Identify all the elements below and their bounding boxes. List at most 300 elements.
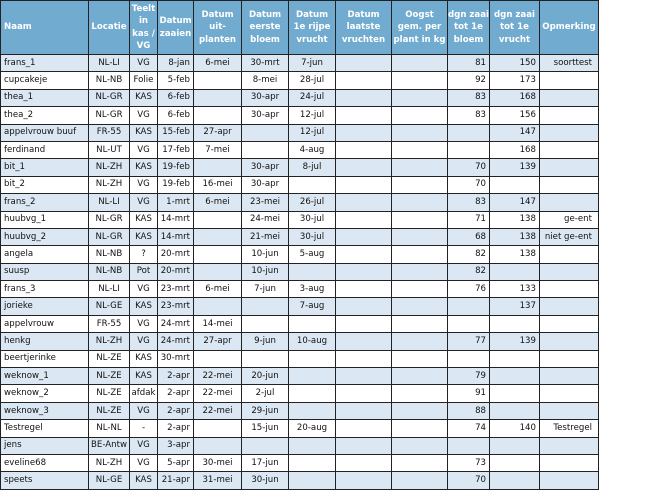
- cell-dgn-vrucht[interactable]: [490, 176, 540, 193]
- cell-dgn-bloem[interactable]: 88: [448, 402, 490, 419]
- cell-rijpe-vrucht[interactable]: 12-jul: [289, 107, 336, 124]
- cell-naam[interactable]: henkg: [1, 333, 89, 350]
- cell-locatie[interactable]: NL-LI: [89, 281, 130, 298]
- cell-oogst[interactable]: [392, 298, 448, 315]
- cell-rijpe-vrucht[interactable]: [289, 454, 336, 471]
- cell-uitplanten[interactable]: [194, 211, 242, 228]
- cell-naam[interactable]: cupcakeje: [1, 72, 89, 89]
- cell-zaaien[interactable]: 23-mrt: [158, 298, 194, 315]
- cell-dgn-bloem[interactable]: 71: [448, 211, 490, 228]
- cell-dgn-vrucht[interactable]: 140: [490, 420, 540, 437]
- cell-teelt[interactable]: KAS: [130, 228, 158, 245]
- cell-zaaien[interactable]: 14-mrt: [158, 211, 194, 228]
- cell-rijpe-vrucht[interactable]: [289, 350, 336, 367]
- cell-uitplanten[interactable]: 22-mei: [194, 402, 242, 419]
- cell-dgn-bloem[interactable]: 82: [448, 263, 490, 280]
- cell-oogst[interactable]: [392, 385, 448, 402]
- cell-dgn-bloem[interactable]: 70: [448, 176, 490, 193]
- cell-eerste-bloem[interactable]: 8-mei: [242, 72, 289, 89]
- cell-dgn-vrucht[interactable]: 168: [490, 141, 540, 158]
- cell-zaaien[interactable]: 14-mrt: [158, 228, 194, 245]
- cell-uitplanten[interactable]: [194, 107, 242, 124]
- cell-laatste-vruchten[interactable]: [336, 420, 392, 437]
- cell-teelt[interactable]: Pot: [130, 263, 158, 280]
- cell-laatste-vruchten[interactable]: [336, 263, 392, 280]
- cell-eerste-bloem[interactable]: [242, 298, 289, 315]
- cell-locatie[interactable]: NL-NB: [89, 72, 130, 89]
- cell-laatste-vruchten[interactable]: [336, 228, 392, 245]
- cell-dgn-bloem[interactable]: 92: [448, 72, 490, 89]
- cell-locatie[interactable]: NL-GR: [89, 228, 130, 245]
- cell-opmerking[interactable]: [540, 315, 599, 332]
- cell-eerste-bloem[interactable]: 30-apr: [242, 107, 289, 124]
- cell-laatste-vruchten[interactable]: [336, 141, 392, 158]
- cell-dgn-vrucht[interactable]: [490, 402, 540, 419]
- cell-uitplanten[interactable]: [194, 263, 242, 280]
- cell-teelt[interactable]: KAS: [130, 89, 158, 106]
- cell-laatste-vruchten[interactable]: [336, 333, 392, 350]
- cell-teelt[interactable]: KAS: [130, 472, 158, 489]
- cell-dgn-vrucht[interactable]: 138: [490, 228, 540, 245]
- cell-dgn-bloem[interactable]: 74: [448, 420, 490, 437]
- cell-uitplanten[interactable]: [194, 228, 242, 245]
- cell-eerste-bloem[interactable]: 10-jun: [242, 246, 289, 263]
- cell-dgn-vrucht[interactable]: 137: [490, 298, 540, 315]
- cell-uitplanten[interactable]: [194, 89, 242, 106]
- cell-laatste-vruchten[interactable]: [336, 402, 392, 419]
- cell-eerste-bloem[interactable]: 17-jun: [242, 454, 289, 471]
- cell-locatie[interactable]: NL-GR: [89, 107, 130, 124]
- cell-naam[interactable]: huubvg_2: [1, 228, 89, 245]
- cell-dgn-vrucht[interactable]: [490, 437, 540, 454]
- cell-dgn-vrucht[interactable]: 138: [490, 211, 540, 228]
- cell-oogst[interactable]: [392, 472, 448, 489]
- cell-teelt[interactable]: VG: [130, 454, 158, 471]
- cell-uitplanten[interactable]: 16-mei: [194, 176, 242, 193]
- cell-teelt[interactable]: VG: [130, 194, 158, 211]
- cell-zaaien[interactable]: 19-feb: [158, 176, 194, 193]
- cell-naam[interactable]: weknow_1: [1, 368, 89, 385]
- cell-locatie[interactable]: FR-55: [89, 124, 130, 141]
- cell-locatie[interactable]: BE-Antw: [89, 437, 130, 454]
- cell-rijpe-vrucht[interactable]: [289, 472, 336, 489]
- cell-zaaien[interactable]: 23-mrt: [158, 281, 194, 298]
- cell-naam[interactable]: huubvg_1: [1, 211, 89, 228]
- cell-oogst[interactable]: [392, 72, 448, 89]
- cell-opmerking[interactable]: [540, 176, 599, 193]
- cell-eerste-bloem[interactable]: [242, 141, 289, 158]
- cell-dgn-bloem[interactable]: [448, 141, 490, 158]
- cell-rijpe-vrucht[interactable]: 4-aug: [289, 141, 336, 158]
- cell-zaaien[interactable]: 2-apr: [158, 420, 194, 437]
- cell-dgn-bloem[interactable]: [448, 315, 490, 332]
- cell-naam[interactable]: appelvrouw buuf: [1, 124, 89, 141]
- cell-naam[interactable]: frans_3: [1, 281, 89, 298]
- cell-oogst[interactable]: [392, 368, 448, 385]
- cell-rijpe-vrucht[interactable]: 7-jun: [289, 55, 336, 72]
- cell-uitplanten[interactable]: 22-mei: [194, 385, 242, 402]
- cell-laatste-vruchten[interactable]: [336, 176, 392, 193]
- cell-opmerking[interactable]: [540, 194, 599, 211]
- cell-zaaien[interactable]: 24-mrt: [158, 333, 194, 350]
- cell-rijpe-vrucht[interactable]: 12-jul: [289, 124, 336, 141]
- cell-uitplanten[interactable]: 22-mei: [194, 368, 242, 385]
- cell-uitplanten[interactable]: 6-mei: [194, 194, 242, 211]
- cell-naam[interactable]: thea_2: [1, 107, 89, 124]
- cell-laatste-vruchten[interactable]: [336, 89, 392, 106]
- cell-eerste-bloem[interactable]: 30-apr: [242, 159, 289, 176]
- cell-dgn-bloem[interactable]: 91: [448, 385, 490, 402]
- cell-rijpe-vrucht[interactable]: 20-aug: [289, 420, 336, 437]
- cell-dgn-vrucht[interactable]: [490, 385, 540, 402]
- cell-uitplanten[interactable]: 14-mei: [194, 315, 242, 332]
- cell-oogst[interactable]: [392, 176, 448, 193]
- cell-naam[interactable]: suusp: [1, 263, 89, 280]
- cell-dgn-bloem[interactable]: 70: [448, 472, 490, 489]
- cell-uitplanten[interactable]: 6-mei: [194, 281, 242, 298]
- cell-teelt[interactable]: KAS: [130, 368, 158, 385]
- cell-zaaien[interactable]: 2-apr: [158, 385, 194, 402]
- cell-locatie[interactable]: FR-55: [89, 315, 130, 332]
- cell-locatie[interactable]: NL-ZH: [89, 159, 130, 176]
- cell-opmerking[interactable]: [540, 385, 599, 402]
- cell-dgn-vrucht[interactable]: 168: [490, 89, 540, 106]
- header-laatste-vruchten[interactable]: Datum laatste vruchten: [336, 1, 392, 55]
- cell-uitplanten[interactable]: 6-mei: [194, 55, 242, 72]
- cell-dgn-bloem[interactable]: 73: [448, 454, 490, 471]
- cell-dgn-vrucht[interactable]: [490, 315, 540, 332]
- cell-dgn-bloem[interactable]: 83: [448, 89, 490, 106]
- cell-dgn-bloem[interactable]: [448, 298, 490, 315]
- cell-eerste-bloem[interactable]: 7-jun: [242, 281, 289, 298]
- cell-naam[interactable]: ferdinand: [1, 141, 89, 158]
- cell-dgn-vrucht[interactable]: 139: [490, 159, 540, 176]
- cell-locatie[interactable]: NL-GE: [89, 298, 130, 315]
- cell-dgn-vrucht[interactable]: 173: [490, 72, 540, 89]
- cell-eerste-bloem[interactable]: 9-jun: [242, 333, 289, 350]
- cell-rijpe-vrucht[interactable]: [289, 437, 336, 454]
- cell-teelt[interactable]: afdak: [130, 385, 158, 402]
- header-dgn-vrucht[interactable]: dgn zaai tot 1e vrucht: [490, 1, 540, 55]
- cell-eerste-bloem[interactable]: 30-mrt: [242, 55, 289, 72]
- cell-dgn-vrucht[interactable]: [490, 472, 540, 489]
- cell-laatste-vruchten[interactable]: [336, 281, 392, 298]
- cell-teelt[interactable]: VG: [130, 55, 158, 72]
- cell-zaaien[interactable]: 6-feb: [158, 89, 194, 106]
- cell-dgn-vrucht[interactable]: 150: [490, 55, 540, 72]
- cell-opmerking[interactable]: [540, 402, 599, 419]
- cell-teelt[interactable]: VG: [130, 402, 158, 419]
- cell-teelt[interactable]: -: [130, 420, 158, 437]
- cell-zaaien[interactable]: 24-mrt: [158, 315, 194, 332]
- cell-dgn-vrucht[interactable]: [490, 454, 540, 471]
- cell-oogst[interactable]: [392, 228, 448, 245]
- cell-locatie[interactable]: NL-NL: [89, 420, 130, 437]
- cell-eerste-bloem[interactable]: 24-mei: [242, 211, 289, 228]
- cell-eerste-bloem[interactable]: 2-jul: [242, 385, 289, 402]
- cell-teelt[interactable]: VG: [130, 437, 158, 454]
- cell-laatste-vruchten[interactable]: [336, 194, 392, 211]
- header-teelt[interactable]: Teelt in kas / VG: [130, 1, 158, 55]
- cell-dgn-bloem[interactable]: 83: [448, 107, 490, 124]
- cell-rijpe-vrucht[interactable]: 7-aug: [289, 298, 336, 315]
- cell-zaaien[interactable]: 5-apr: [158, 454, 194, 471]
- cell-zaaien[interactable]: 2-apr: [158, 368, 194, 385]
- cell-opmerking[interactable]: [540, 124, 599, 141]
- cell-rijpe-vrucht[interactable]: [289, 176, 336, 193]
- cell-dgn-vrucht[interactable]: 147: [490, 124, 540, 141]
- header-oogst[interactable]: Oogst gem. per plant in kg: [392, 1, 448, 55]
- cell-opmerking[interactable]: [540, 72, 599, 89]
- cell-rijpe-vrucht[interactable]: [289, 385, 336, 402]
- cell-naam[interactable]: bit_1: [1, 159, 89, 176]
- cell-naam[interactable]: bit_2: [1, 176, 89, 193]
- cell-rijpe-vrucht[interactable]: 3-aug: [289, 281, 336, 298]
- cell-teelt[interactable]: VG: [130, 176, 158, 193]
- cell-naam[interactable]: weknow_3: [1, 402, 89, 419]
- cell-laatste-vruchten[interactable]: [336, 368, 392, 385]
- cell-rijpe-vrucht[interactable]: 10-aug: [289, 333, 336, 350]
- cell-dgn-bloem[interactable]: 76: [448, 281, 490, 298]
- cell-oogst[interactable]: [392, 454, 448, 471]
- cell-eerste-bloem[interactable]: 30-jun: [242, 472, 289, 489]
- cell-rijpe-vrucht[interactable]: 30-jul: [289, 211, 336, 228]
- cell-opmerking[interactable]: [540, 454, 599, 471]
- cell-opmerking[interactable]: [540, 89, 599, 106]
- cell-dgn-bloem[interactable]: 83: [448, 194, 490, 211]
- header-dgn-bloem[interactable]: dgn zaai tot 1e bloem: [448, 1, 490, 55]
- cell-naam[interactable]: weknow_2: [1, 385, 89, 402]
- cell-opmerking[interactable]: ge-ent: [540, 211, 599, 228]
- cell-zaaien[interactable]: 6-feb: [158, 107, 194, 124]
- header-opmerking[interactable]: Opmerking: [540, 1, 599, 55]
- cell-oogst[interactable]: [392, 263, 448, 280]
- cell-eerste-bloem[interactable]: [242, 437, 289, 454]
- cell-oogst[interactable]: [392, 333, 448, 350]
- cell-oogst[interactable]: [392, 437, 448, 454]
- cell-laatste-vruchten[interactable]: [336, 437, 392, 454]
- cell-oogst[interactable]: [392, 124, 448, 141]
- cell-teelt[interactable]: Folie: [130, 72, 158, 89]
- cell-teelt[interactable]: KAS: [130, 211, 158, 228]
- header-zaaien[interactable]: Datum zaaien: [158, 1, 194, 55]
- cell-naam[interactable]: jorieke: [1, 298, 89, 315]
- cell-naam[interactable]: frans_1: [1, 55, 89, 72]
- cell-laatste-vruchten[interactable]: [336, 315, 392, 332]
- cell-rijpe-vrucht[interactable]: [289, 315, 336, 332]
- cell-locatie[interactable]: NL-ZH: [89, 333, 130, 350]
- cell-naam[interactable]: appelvrouw: [1, 315, 89, 332]
- cell-dgn-bloem[interactable]: 70: [448, 159, 490, 176]
- cell-eerste-bloem[interactable]: 15-jun: [242, 420, 289, 437]
- cell-rijpe-vrucht[interactable]: 28-jul: [289, 72, 336, 89]
- cell-teelt[interactable]: KAS: [130, 298, 158, 315]
- cell-teelt[interactable]: KAS: [130, 159, 158, 176]
- cell-eerste-bloem[interactable]: 30-apr: [242, 176, 289, 193]
- cell-naam[interactable]: speets: [1, 472, 89, 489]
- cell-dgn-bloem[interactable]: [448, 124, 490, 141]
- cell-rijpe-vrucht[interactable]: 8-jul: [289, 159, 336, 176]
- cell-eerste-bloem[interactable]: 21-mei: [242, 228, 289, 245]
- cell-uitplanten[interactable]: [194, 246, 242, 263]
- cell-opmerking[interactable]: [540, 437, 599, 454]
- cell-teelt[interactable]: VG: [130, 141, 158, 158]
- cell-dgn-bloem[interactable]: [448, 350, 490, 367]
- cell-laatste-vruchten[interactable]: [336, 72, 392, 89]
- cell-opmerking[interactable]: [540, 159, 599, 176]
- cell-dgn-bloem[interactable]: 68: [448, 228, 490, 245]
- cell-oogst[interactable]: [392, 420, 448, 437]
- cell-oogst[interactable]: [392, 315, 448, 332]
- cell-opmerking[interactable]: [540, 472, 599, 489]
- cell-oogst[interactable]: [392, 350, 448, 367]
- cell-zaaien[interactable]: 5-feb: [158, 72, 194, 89]
- cell-oogst[interactable]: [392, 194, 448, 211]
- cell-dgn-bloem[interactable]: 79: [448, 368, 490, 385]
- cell-locatie[interactable]: NL-ZH: [89, 176, 130, 193]
- cell-dgn-bloem[interactable]: [448, 437, 490, 454]
- cell-teelt[interactable]: VG: [130, 107, 158, 124]
- cell-uitplanten[interactable]: [194, 420, 242, 437]
- cell-uitplanten[interactable]: 27-apr: [194, 333, 242, 350]
- cell-teelt[interactable]: VG: [130, 333, 158, 350]
- cell-eerste-bloem[interactable]: 20-jun: [242, 368, 289, 385]
- cell-opmerking[interactable]: soorttest: [540, 55, 599, 72]
- cell-zaaien[interactable]: 15-feb: [158, 124, 194, 141]
- cell-rijpe-vrucht[interactable]: [289, 402, 336, 419]
- cell-locatie[interactable]: NL-UT: [89, 141, 130, 158]
- cell-laatste-vruchten[interactable]: [336, 246, 392, 263]
- cell-laatste-vruchten[interactable]: [336, 298, 392, 315]
- cell-zaaien[interactable]: 30-mrt: [158, 350, 194, 367]
- cell-locatie[interactable]: NL-NB: [89, 246, 130, 263]
- cell-laatste-vruchten[interactable]: [336, 454, 392, 471]
- cell-laatste-vruchten[interactable]: [336, 159, 392, 176]
- cell-locatie[interactable]: NL-ZE: [89, 350, 130, 367]
- cell-uitplanten[interactable]: 30-mei: [194, 454, 242, 471]
- cell-locatie[interactable]: NL-ZE: [89, 402, 130, 419]
- cell-locatie[interactable]: NL-ZE: [89, 385, 130, 402]
- cell-opmerking[interactable]: [540, 368, 599, 385]
- cell-eerste-bloem[interactable]: [242, 124, 289, 141]
- cell-naam[interactable]: eveline68: [1, 454, 89, 471]
- cell-locatie[interactable]: NL-GE: [89, 472, 130, 489]
- cell-dgn-bloem[interactable]: 82: [448, 246, 490, 263]
- cell-dgn-vrucht[interactable]: 138: [490, 246, 540, 263]
- cell-dgn-vrucht[interactable]: 133: [490, 281, 540, 298]
- cell-locatie[interactable]: NL-GR: [89, 89, 130, 106]
- cell-oogst[interactable]: [392, 281, 448, 298]
- cell-eerste-bloem[interactable]: 10-jun: [242, 263, 289, 280]
- cell-oogst[interactable]: [392, 211, 448, 228]
- cell-eerste-bloem[interactable]: [242, 315, 289, 332]
- cell-eerste-bloem[interactable]: 30-apr: [242, 89, 289, 106]
- cell-uitplanten[interactable]: 7-mei: [194, 141, 242, 158]
- cell-laatste-vruchten[interactable]: [336, 472, 392, 489]
- header-eerste-bloem[interactable]: Datum eerste bloem: [242, 1, 289, 55]
- cell-opmerking[interactable]: [540, 350, 599, 367]
- cell-uitplanten[interactable]: [194, 298, 242, 315]
- cell-teelt[interactable]: ?: [130, 246, 158, 263]
- cell-oogst[interactable]: [392, 55, 448, 72]
- cell-uitplanten[interactable]: [194, 72, 242, 89]
- cell-uitplanten[interactable]: 31-mei: [194, 472, 242, 489]
- cell-locatie[interactable]: NL-NB: [89, 263, 130, 280]
- cell-rijpe-vrucht[interactable]: 5-aug: [289, 246, 336, 263]
- cell-dgn-bloem[interactable]: 77: [448, 333, 490, 350]
- cell-oogst[interactable]: [392, 141, 448, 158]
- cell-zaaien[interactable]: 8-jan: [158, 55, 194, 72]
- cell-naam[interactable]: frans_2: [1, 194, 89, 211]
- header-naam[interactable]: Naam: [1, 1, 89, 55]
- cell-uitplanten[interactable]: 27-apr: [194, 124, 242, 141]
- cell-eerste-bloem[interactable]: [242, 350, 289, 367]
- cell-locatie[interactable]: NL-LI: [89, 55, 130, 72]
- cell-teelt[interactable]: VG: [130, 315, 158, 332]
- cell-dgn-vrucht[interactable]: 139: [490, 333, 540, 350]
- cell-rijpe-vrucht[interactable]: 30-jul: [289, 228, 336, 245]
- cell-rijpe-vrucht[interactable]: [289, 368, 336, 385]
- cell-zaaien[interactable]: 2-apr: [158, 402, 194, 419]
- cell-teelt[interactable]: KAS: [130, 124, 158, 141]
- cell-dgn-bloem[interactable]: 81: [448, 55, 490, 72]
- cell-dgn-vrucht[interactable]: [490, 263, 540, 280]
- cell-laatste-vruchten[interactable]: [336, 55, 392, 72]
- cell-teelt[interactable]: KAS: [130, 350, 158, 367]
- cell-naam[interactable]: Testregel: [1, 420, 89, 437]
- cell-opmerking[interactable]: niet ge-ent: [540, 228, 599, 245]
- cell-dgn-vrucht[interactable]: 147: [490, 194, 540, 211]
- cell-naam[interactable]: jens: [1, 437, 89, 454]
- cell-oogst[interactable]: [392, 89, 448, 106]
- cell-eerste-bloem[interactable]: 23-mei: [242, 194, 289, 211]
- cell-oogst[interactable]: [392, 159, 448, 176]
- cell-opmerking[interactable]: [540, 246, 599, 263]
- cell-zaaien[interactable]: 21-apr: [158, 472, 194, 489]
- cell-laatste-vruchten[interactable]: [336, 211, 392, 228]
- cell-opmerking[interactable]: Testregel: [540, 420, 599, 437]
- cell-dgn-vrucht[interactable]: 156: [490, 107, 540, 124]
- cell-oogst[interactable]: [392, 402, 448, 419]
- header-locatie[interactable]: Locatie: [89, 1, 130, 55]
- cell-zaaien[interactable]: 17-feb: [158, 141, 194, 158]
- cell-teelt[interactable]: VG: [130, 281, 158, 298]
- cell-opmerking[interactable]: [540, 141, 599, 158]
- cell-naam[interactable]: beertjerinke: [1, 350, 89, 367]
- cell-dgn-vrucht[interactable]: [490, 368, 540, 385]
- cell-locatie[interactable]: NL-GR: [89, 211, 130, 228]
- cell-locatie[interactable]: NL-ZE: [89, 368, 130, 385]
- cell-zaaien[interactable]: 20-mrt: [158, 246, 194, 263]
- cell-uitplanten[interactable]: [194, 437, 242, 454]
- cell-rijpe-vrucht[interactable]: [289, 263, 336, 280]
- cell-locatie[interactable]: NL-ZH: [89, 454, 130, 471]
- cell-zaaien[interactable]: 20-mrt: [158, 263, 194, 280]
- cell-uitplanten[interactable]: [194, 159, 242, 176]
- cell-eerste-bloem[interactable]: 29-jun: [242, 402, 289, 419]
- cell-laatste-vruchten[interactable]: [336, 124, 392, 141]
- cell-rijpe-vrucht[interactable]: 26-jul: [289, 194, 336, 211]
- cell-rijpe-vrucht[interactable]: 24-jul: [289, 89, 336, 106]
- header-rijpe-vrucht[interactable]: Datum 1e rijpe vrucht: [289, 1, 336, 55]
- cell-zaaien[interactable]: 19-feb: [158, 159, 194, 176]
- cell-opmerking[interactable]: [540, 263, 599, 280]
- cell-zaaien[interactable]: 1-mrt: [158, 194, 194, 211]
- cell-opmerking[interactable]: [540, 107, 599, 124]
- cell-dgn-vrucht[interactable]: [490, 350, 540, 367]
- header-uitplanten[interactable]: Datum uit-planten: [194, 1, 242, 55]
- cell-oogst[interactable]: [392, 107, 448, 124]
